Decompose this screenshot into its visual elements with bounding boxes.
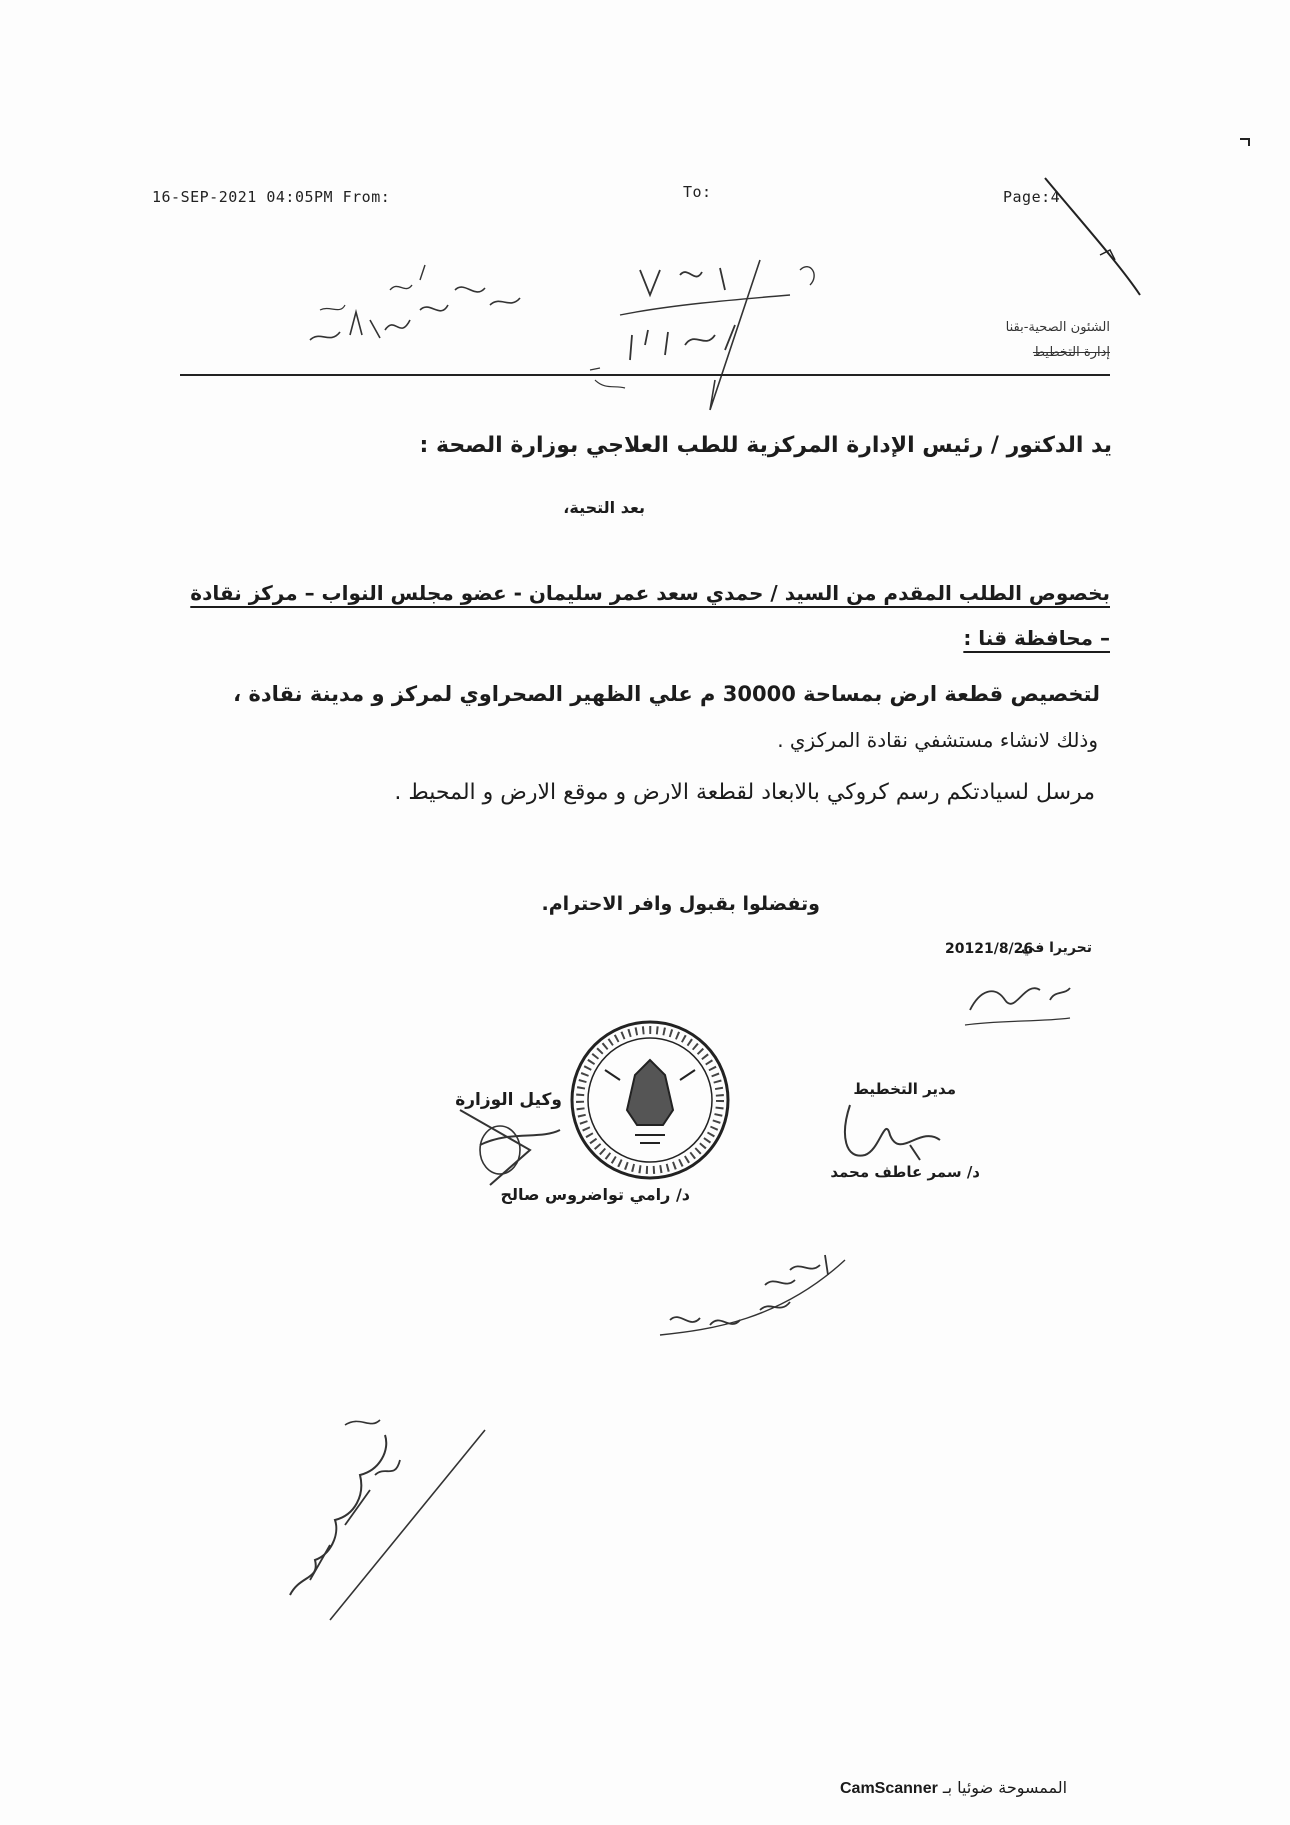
handwritten-annotation-bottom [270,1405,510,1635]
subject-line-1: بخصوص الطلب المقدم من السيد / حمدي سعد عمر سليمان - عضو مجلس النواب – مركز نقادة [190,581,1110,605]
addressee-line: يد الدكتور / رئيس الإدارة المركزية للطب العلاجي بوزارة الصحة : [419,433,1112,458]
body-line-2: وذلك لانشاء مستشفي نقادة المركزي . [777,728,1098,752]
planning-director-name: د/ سمر عاطف محمد [830,1163,980,1181]
planning-director-title: مدير التخطيط [853,1080,956,1098]
planning-director-signature [830,1085,970,1175]
camscanner-brand: CamScanner [840,1780,938,1797]
greeting: بعد التحية، [563,498,645,517]
fax-page: Page:4 [1003,188,1061,206]
corner-mark-tick [1248,138,1250,146]
sender-directorate: الشئون الصحية-بقنا [1005,320,1110,335]
diagonal-stroke [1040,170,1150,310]
deputy-minister-title: وكيل الوزارة [455,1090,562,1110]
handwritten-reference-center [570,250,830,430]
fax-timestamp: 16-SEP-2021 04:05PM From: [152,188,391,206]
body-line-3: مرسل لسيادتكم رسم كروكي بالابعاد لقطعة الارض و موقع الارض و المحيط . [394,780,1095,805]
camscanner-footer [840,1778,1067,1798]
subject-line-2: – محافظة قنا : [963,626,1110,650]
handwritten-note-middle [650,1240,860,1350]
date-value: 20121/8/26 [945,941,1034,957]
date-label: تحريرا في [1020,940,1092,956]
deputy-minister-signature [450,1090,630,1190]
closing-line: وتفضلوا بقبول وافر الاحترام. [541,893,820,915]
header-separator [180,374,1110,376]
sender-department: إدارة التخطيط [1032,345,1110,360]
deputy-minister-name: د/ رامي تواضروس صالح [500,1185,690,1204]
date-signature [960,970,1080,1030]
handwritten-reference-left [290,250,530,360]
fax-to: To: [683,183,712,201]
camscanner-prefix: الممسوحة ضوئيا بـ [942,1778,1068,1797]
body-line-1: لتخصيص قطعة ارض بمساحة 30000 م علي الظهير الصحراوي لمركز و مدينة نقادة ، [233,682,1100,706]
